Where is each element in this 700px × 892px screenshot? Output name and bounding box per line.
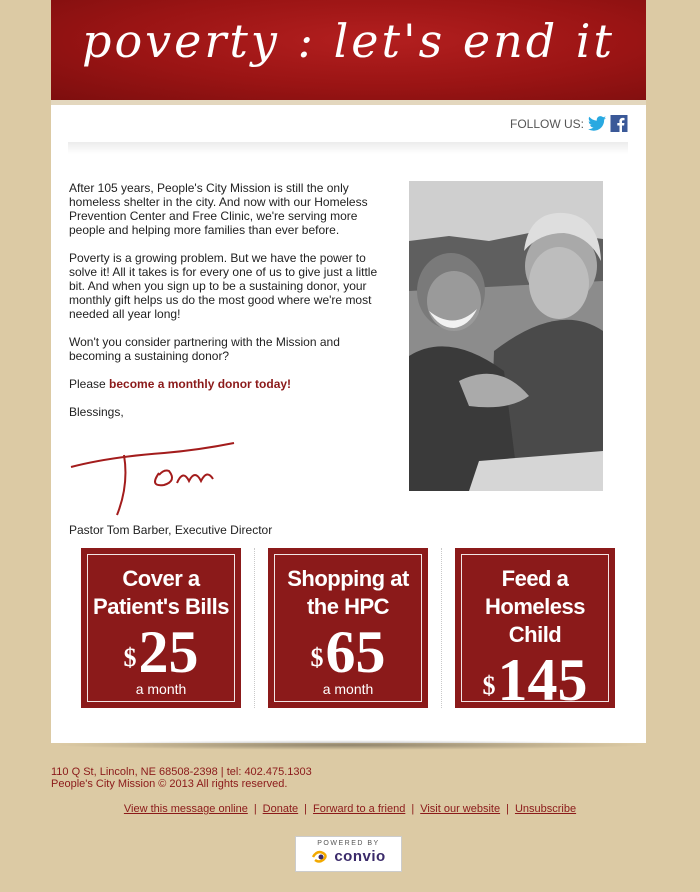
unsubscribe-link[interactable]: Unsubscribe bbox=[514, 803, 577, 815]
tile-title bbox=[462, 565, 608, 649]
convio-badge[interactable] bbox=[295, 836, 402, 872]
card-shadow bbox=[51, 740, 646, 750]
tile-amount bbox=[88, 619, 234, 685]
tile-period: a month bbox=[135, 681, 187, 697]
amount-value: 65 bbox=[325, 619, 386, 685]
tile-title bbox=[88, 565, 234, 621]
tile-title-line1: Shopping at bbox=[287, 566, 409, 591]
separator: | bbox=[253, 803, 257, 815]
tile-title-line2: Patient's Bills bbox=[93, 594, 229, 619]
convio-wordmark: convio bbox=[334, 848, 386, 865]
closing: Blessings, bbox=[69, 405, 124, 419]
follow-us bbox=[510, 115, 628, 132]
footer-copyright: People's City Mission © 2013 All rights reserved. bbox=[51, 778, 288, 790]
footer-links bbox=[0, 803, 700, 815]
banner-title: poverty : let's end it bbox=[82, 14, 615, 68]
donate-link[interactable]: Donate bbox=[262, 803, 299, 815]
tile-feed-child[interactable] bbox=[455, 548, 615, 725]
paragraph-3: Won't you consider partnering with the Mission and becoming a sustaining donor? bbox=[69, 335, 340, 363]
forward-link[interactable]: Forward to a friend bbox=[313, 803, 406, 815]
paragraph-2: Poverty is a growing problem. But we have the power to solve it! All it takes is for every one of us to give just a little bit. And when you sign up to be a sustaining donor, your monthly gift helps us do the most good where we're most needed all year long! bbox=[69, 251, 378, 321]
letter-body bbox=[69, 181, 384, 433]
tile-title bbox=[275, 565, 421, 621]
currency-symbol: $ bbox=[310, 643, 324, 672]
facebook-icon[interactable] bbox=[610, 115, 628, 132]
email-card bbox=[51, 100, 646, 743]
twitter-icon[interactable] bbox=[588, 115, 606, 132]
tile-amount bbox=[462, 647, 608, 713]
paragraph-4 bbox=[69, 377, 384, 391]
tile-title-line1: Feed a bbox=[501, 566, 569, 591]
tile-divider bbox=[254, 548, 256, 708]
view-online-link[interactable]: View this message online bbox=[123, 803, 248, 815]
tile-divider bbox=[441, 548, 443, 708]
tile-inner bbox=[274, 554, 422, 702]
footer-address: 110 Q St, Lincoln, NE 68508-2398 | tel: 402.475.1303 bbox=[51, 766, 312, 778]
tile-inner bbox=[461, 554, 609, 725]
photo-illustration bbox=[409, 181, 603, 491]
paragraph-1: After 105 years, People's City Mission is still the only homeless shelter in the city. And now with our Homeless Prevention Center and Free Clinic, we're serving more people and helping more families than ever before. bbox=[69, 181, 368, 237]
amount-value: 145 bbox=[497, 647, 588, 713]
header-banner bbox=[51, 0, 646, 100]
visit-website-link[interactable]: Visit our website bbox=[420, 803, 501, 815]
footer-address-block bbox=[51, 766, 312, 790]
separator: | bbox=[304, 803, 308, 815]
photo-mother-child bbox=[409, 181, 603, 491]
convio-swirl-icon bbox=[311, 850, 331, 864]
tile-cover-bills[interactable] bbox=[81, 548, 241, 708]
powered-by-label: POWERED BY bbox=[317, 840, 380, 847]
tile-title-line2: Homeless Child bbox=[485, 594, 585, 647]
tile-amount bbox=[275, 619, 421, 685]
tile-shopping-hpc[interactable] bbox=[268, 548, 428, 708]
tile-inner bbox=[87, 554, 235, 702]
signature-name: Pastor Tom Barber, Executive Director bbox=[69, 523, 273, 537]
currency-symbol: $ bbox=[482, 671, 496, 700]
separator: | bbox=[506, 803, 509, 815]
amount-value: 25 bbox=[138, 619, 199, 685]
signature-image bbox=[69, 435, 239, 520]
header-divider bbox=[68, 142, 628, 154]
monthly-donor-link[interactable]: become a monthly donor today! bbox=[109, 377, 292, 391]
tile-title-line2: the HPC bbox=[306, 594, 390, 619]
paragraph-4-prefix: Please bbox=[69, 377, 110, 391]
follow-label: FOLLOW US: bbox=[509, 116, 584, 131]
currency-symbol: $ bbox=[123, 643, 137, 672]
donation-tiles bbox=[81, 548, 616, 725]
separator: | bbox=[411, 803, 415, 815]
tile-period: a month bbox=[322, 681, 374, 697]
tile-title-line1: Cover a bbox=[122, 566, 200, 591]
tile-period: a month bbox=[509, 709, 561, 725]
convio-logo bbox=[296, 848, 401, 865]
